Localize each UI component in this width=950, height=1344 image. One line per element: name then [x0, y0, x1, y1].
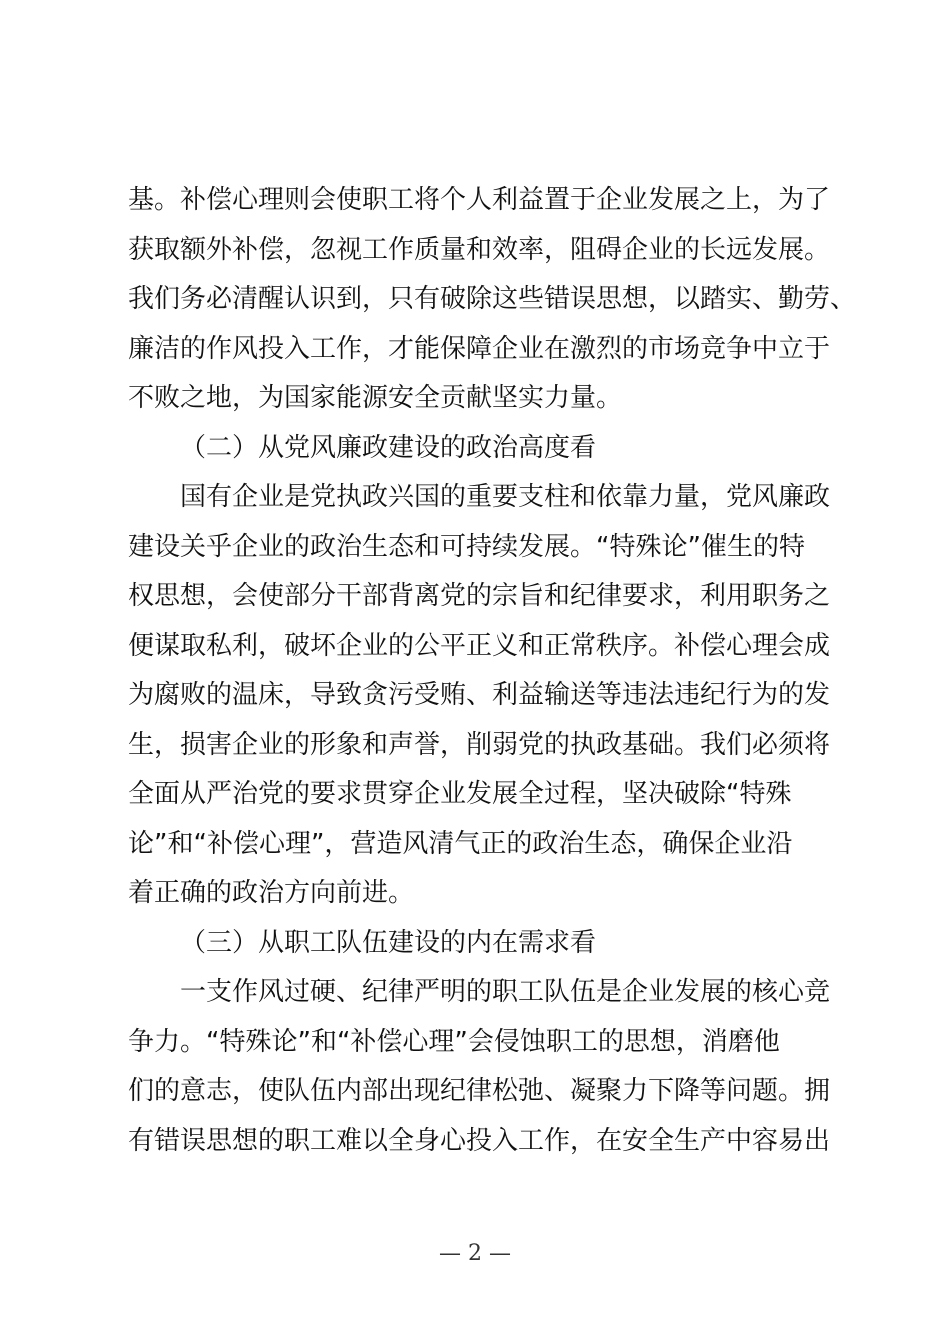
- paragraph-line: 争力。“特殊论”和“补偿心理”会侵蚀职工的思想，消磨他: [128, 1026, 780, 1057]
- paragraph-line: 我们务必清醒认识到，只有破除这些错误思想，以踏实、勤劳、: [128, 284, 857, 314]
- paragraph-line: 权思想，会使部分干部背离党的宗旨和纪律要求，利用职务之: [128, 581, 831, 611]
- paragraph-line: 为腐败的温床，导致贪污受贿、利益输送等违法违纪行为的发: [128, 680, 831, 710]
- section-heading: （三）从职工队伍建设的内在需求看: [180, 927, 597, 958]
- paragraph-line: 国有企业是党执政兴国的重要支柱和依靠力量，党风廉政: [180, 482, 831, 512]
- page-number: — 2 —: [439, 1241, 511, 1266]
- paragraph-line: 不败之地，为国家能源安全贡献坚实力量。: [128, 383, 623, 413]
- section-heading: （二）从党风廉政建设的政治高度看: [180, 432, 597, 463]
- paragraph-line: 生，损害企业的形象和声誉，削弱党的执政基础。我们必须将: [128, 729, 831, 760]
- body-text: [128, 176, 857, 1166]
- paragraph-line: 有错误思想的职工难以全身心投入工作，在安全生产中容易出: [128, 1125, 831, 1156]
- paragraph-line: 一支作风过硬、纪律严明的职工队伍是企业发展的核心竞: [180, 977, 831, 1007]
- paragraph-line: 建设关乎企业的政治生态和可持续发展。“特殊论”催生的特: [128, 531, 805, 562]
- paragraph-line: 获取额外补偿，忽视工作质量和效率，阻碍企业的长远发展。: [128, 234, 831, 265]
- paragraph-line: 论”和“补偿心理”，营造风清气正的政治生态，确保企业沿: [128, 828, 793, 859]
- paragraph-line: 廉洁的作风投入工作，才能保障企业在激烈的市场竞争中立于: [128, 333, 831, 364]
- paragraph-line: 们的意志，使队伍内部出现纪律松弛、凝聚力下降等问题。拥: [128, 1076, 831, 1106]
- paragraph-line: 便谋取私利，破坏企业的公平正义和正常秩序。补偿心理会成: [128, 630, 831, 661]
- paragraph-line: 全面从严治党的要求贯穿企业发展全过程，坚决破除“特殊: [128, 779, 792, 809]
- paragraph-line: 着正确的政治方向前进。: [128, 878, 415, 908]
- paragraph-line: 基。补偿心理则会使职工将个人利益置于企业发展之上，为了: [128, 185, 831, 215]
